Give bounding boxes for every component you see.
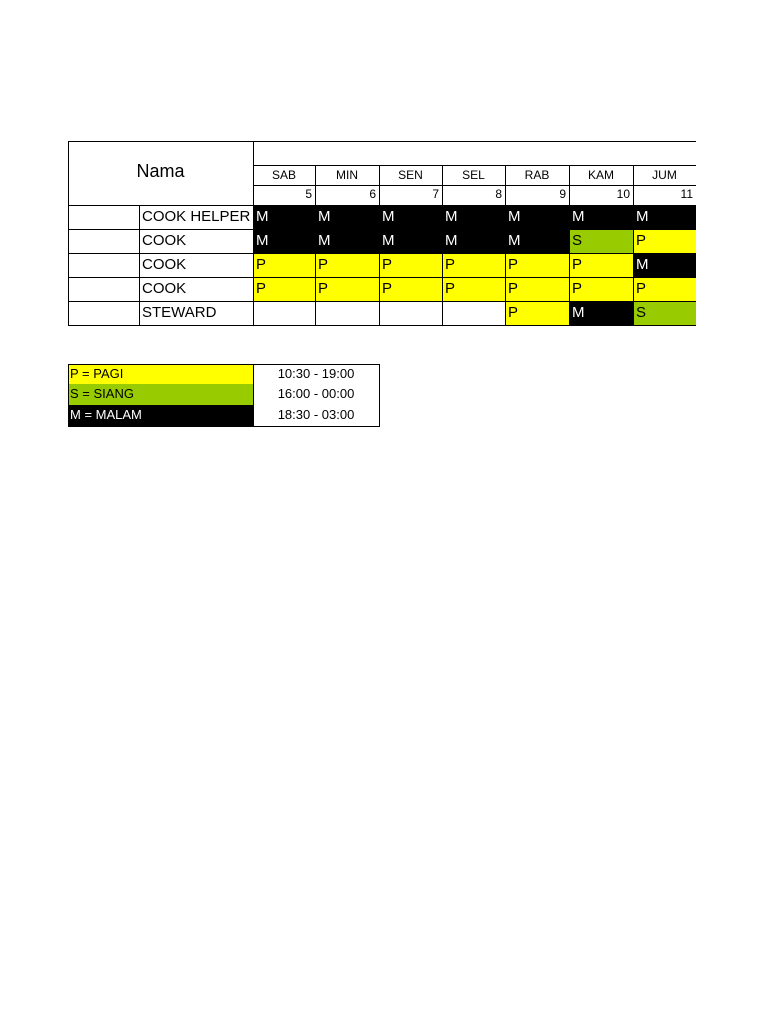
legend-border: [379, 364, 380, 427]
day-header: SAB: [271, 168, 296, 182]
shift-cell: P: [505, 277, 569, 301]
shift-cell: P: [569, 277, 633, 301]
date-header: 11: [680, 187, 693, 201]
shift-cell: M: [315, 205, 379, 229]
shift-cell: P: [315, 253, 379, 277]
role-label: STEWARD: [142, 304, 217, 321]
role-label: COOK HELPER: [142, 208, 251, 225]
date-header: 10: [616, 187, 630, 201]
header-row-line: [253, 185, 696, 186]
legend-border: [68, 364, 379, 365]
day-header: SEL: [462, 168, 485, 182]
column-line: [253, 141, 254, 326]
shift-cell: P: [505, 301, 569, 325]
shift-cell: P: [505, 253, 569, 277]
legend-time: 16:00 - 00:00: [277, 386, 355, 401]
shift-cell: P: [633, 277, 696, 301]
shift-cell: [315, 301, 379, 325]
role-label: COOK: [142, 256, 187, 273]
day-header: SEN: [398, 168, 423, 182]
shift-cell: M: [442, 205, 505, 229]
day-header: MIN: [336, 168, 358, 182]
shift-cell: P: [633, 229, 696, 253]
shift-cell: M: [442, 229, 505, 253]
legend-time: 10:30 - 19:00: [277, 366, 355, 381]
table-top-border: [68, 141, 253, 142]
shift-cell: [253, 301, 315, 325]
legend-time: 18:30 - 03:00: [277, 407, 355, 422]
shift-cell: P: [569, 253, 633, 277]
row-line: [68, 205, 696, 206]
shift-cell: M: [569, 205, 633, 229]
shift-cell: M: [633, 253, 696, 277]
legend-label: P = PAGI: [68, 364, 253, 384]
date-header: 8: [495, 187, 502, 201]
shift-cell: P: [442, 277, 505, 301]
row-line: [68, 301, 696, 302]
shift-cell: P: [315, 277, 379, 301]
shift-cell: M: [379, 229, 442, 253]
header-top-border: [253, 141, 696, 142]
date-header: 5: [305, 187, 312, 201]
table-left-border: [68, 141, 69, 326]
row-line: [68, 277, 696, 278]
row-line: [68, 229, 696, 230]
shift-cell: P: [253, 253, 315, 277]
shift-cell: S: [633, 301, 696, 325]
day-header: KAM: [587, 168, 614, 182]
row-line: [68, 253, 696, 254]
role-label: COOK: [142, 232, 187, 249]
legend-border: [68, 364, 69, 426]
date-header: 6: [369, 187, 376, 201]
table-bottom-border: [68, 325, 696, 326]
name-header: Nama: [136, 161, 185, 181]
shift-cell: P: [379, 277, 442, 301]
day-header: JUM: [652, 168, 677, 182]
legend-label: M = MALAM: [68, 405, 253, 426]
header-row-line: [253, 165, 696, 166]
legend-border: [253, 364, 254, 426]
shift-cell: M: [379, 205, 442, 229]
date-header: 7: [432, 187, 439, 201]
shift-cell: P: [379, 253, 442, 277]
role-column-line: [139, 205, 140, 326]
shift-cell: M: [633, 205, 696, 229]
legend-label: S = SIANG: [68, 384, 253, 405]
shift-cell: P: [442, 253, 505, 277]
shift-cell: [379, 301, 442, 325]
shift-cell: M: [569, 301, 633, 325]
shift-cell: M: [253, 229, 315, 253]
shift-cell: P: [253, 277, 315, 301]
day-header: RAB: [524, 168, 550, 182]
shift-cell: [442, 301, 505, 325]
date-header: 9: [559, 187, 566, 201]
legend-border: [68, 426, 380, 427]
shift-cell: M: [315, 229, 379, 253]
shift-cell: S: [569, 229, 633, 253]
shift-cell: M: [505, 205, 569, 229]
shift-cell: M: [505, 229, 569, 253]
shift-cell: M: [253, 205, 315, 229]
role-label: COOK: [142, 280, 187, 297]
